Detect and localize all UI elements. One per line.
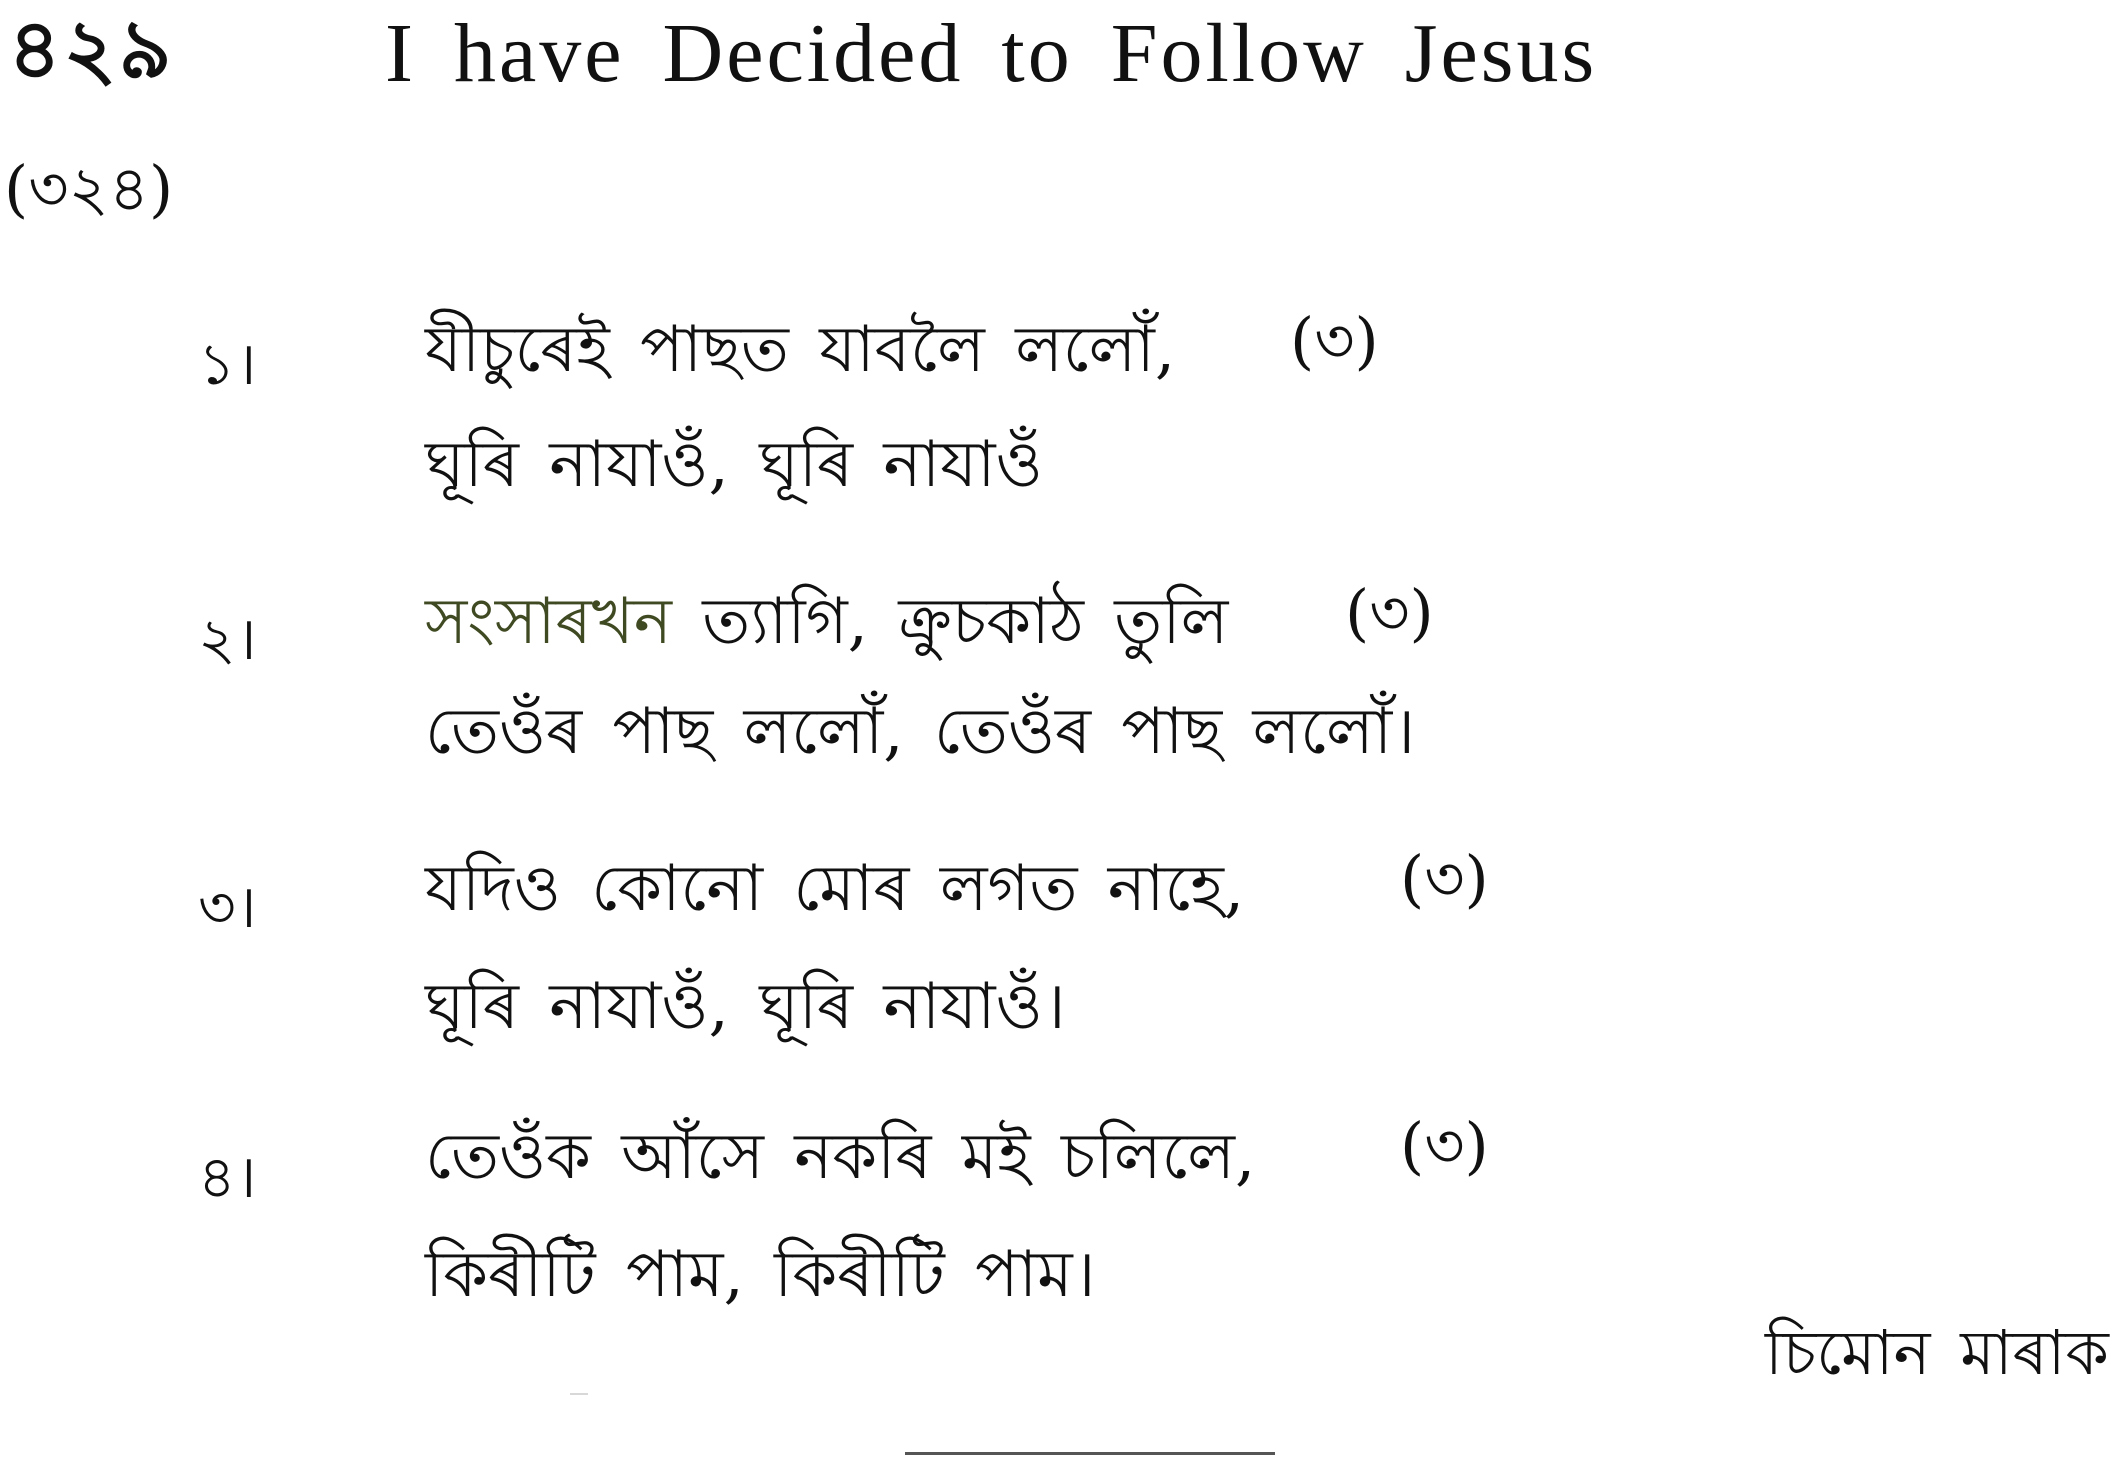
verse-line-2: ঘূৰি নাযাওঁ, ঘূৰি নাযাওঁ।	[425, 970, 1066, 1044]
verse-line-text: যীচুৰেই পাছত যাবলৈ ললোঁ,	[425, 313, 1176, 387]
verse-number: ৪।	[198, 1143, 257, 1211]
verse-line-text: ত্যাগি, ক্রুচকাঠ তুলি	[671, 585, 1229, 659]
verse-line-1	[425, 585, 1229, 659]
repeat-mark: (৩)	[1345, 576, 1434, 649]
author-name: চিমোন মাৰাক	[1765, 1316, 2109, 1389]
verse-number: ১।	[198, 330, 257, 398]
verse-number: ২।	[198, 605, 257, 673]
verse-line-1	[425, 313, 1176, 387]
verse-line-2: কিৰীটি পাম, কিৰীটি পাম।	[425, 1238, 1096, 1312]
hymn-reference-number: (৩২৪)	[4, 152, 174, 225]
repeat-mark: (৩)	[1400, 1109, 1489, 1182]
repeat-mark: (৩)	[1290, 304, 1379, 377]
verse-number: ৩।	[198, 873, 257, 941]
bottom-divider	[905, 1452, 1275, 1455]
verse-line-2: তেওঁৰ পাছ ললোঁ, তেওঁৰ পাছ ললোঁ।	[425, 695, 1416, 769]
hymn-number: ৪২৯	[8, 1, 174, 97]
verse-highlight-word: সংসাৰখন	[425, 585, 672, 659]
verse-line-1	[425, 852, 1245, 926]
verse-line-text: তেওঁক আঁসে নকৰি মই চলিলে,	[425, 1120, 1256, 1194]
faint-mark	[570, 1393, 588, 1395]
verse-line-1	[425, 1120, 1256, 1194]
hymn-title: I have Decided to Follow Jesus	[385, 7, 1598, 100]
verse-line-2: ঘূৰি নাযাওঁ, ঘূৰি নাযাওঁ	[425, 428, 1043, 502]
verse-line-text: যদিও কোনো মোৰ লগত নাহে,	[425, 852, 1245, 926]
repeat-mark: (৩)	[1400, 842, 1489, 915]
